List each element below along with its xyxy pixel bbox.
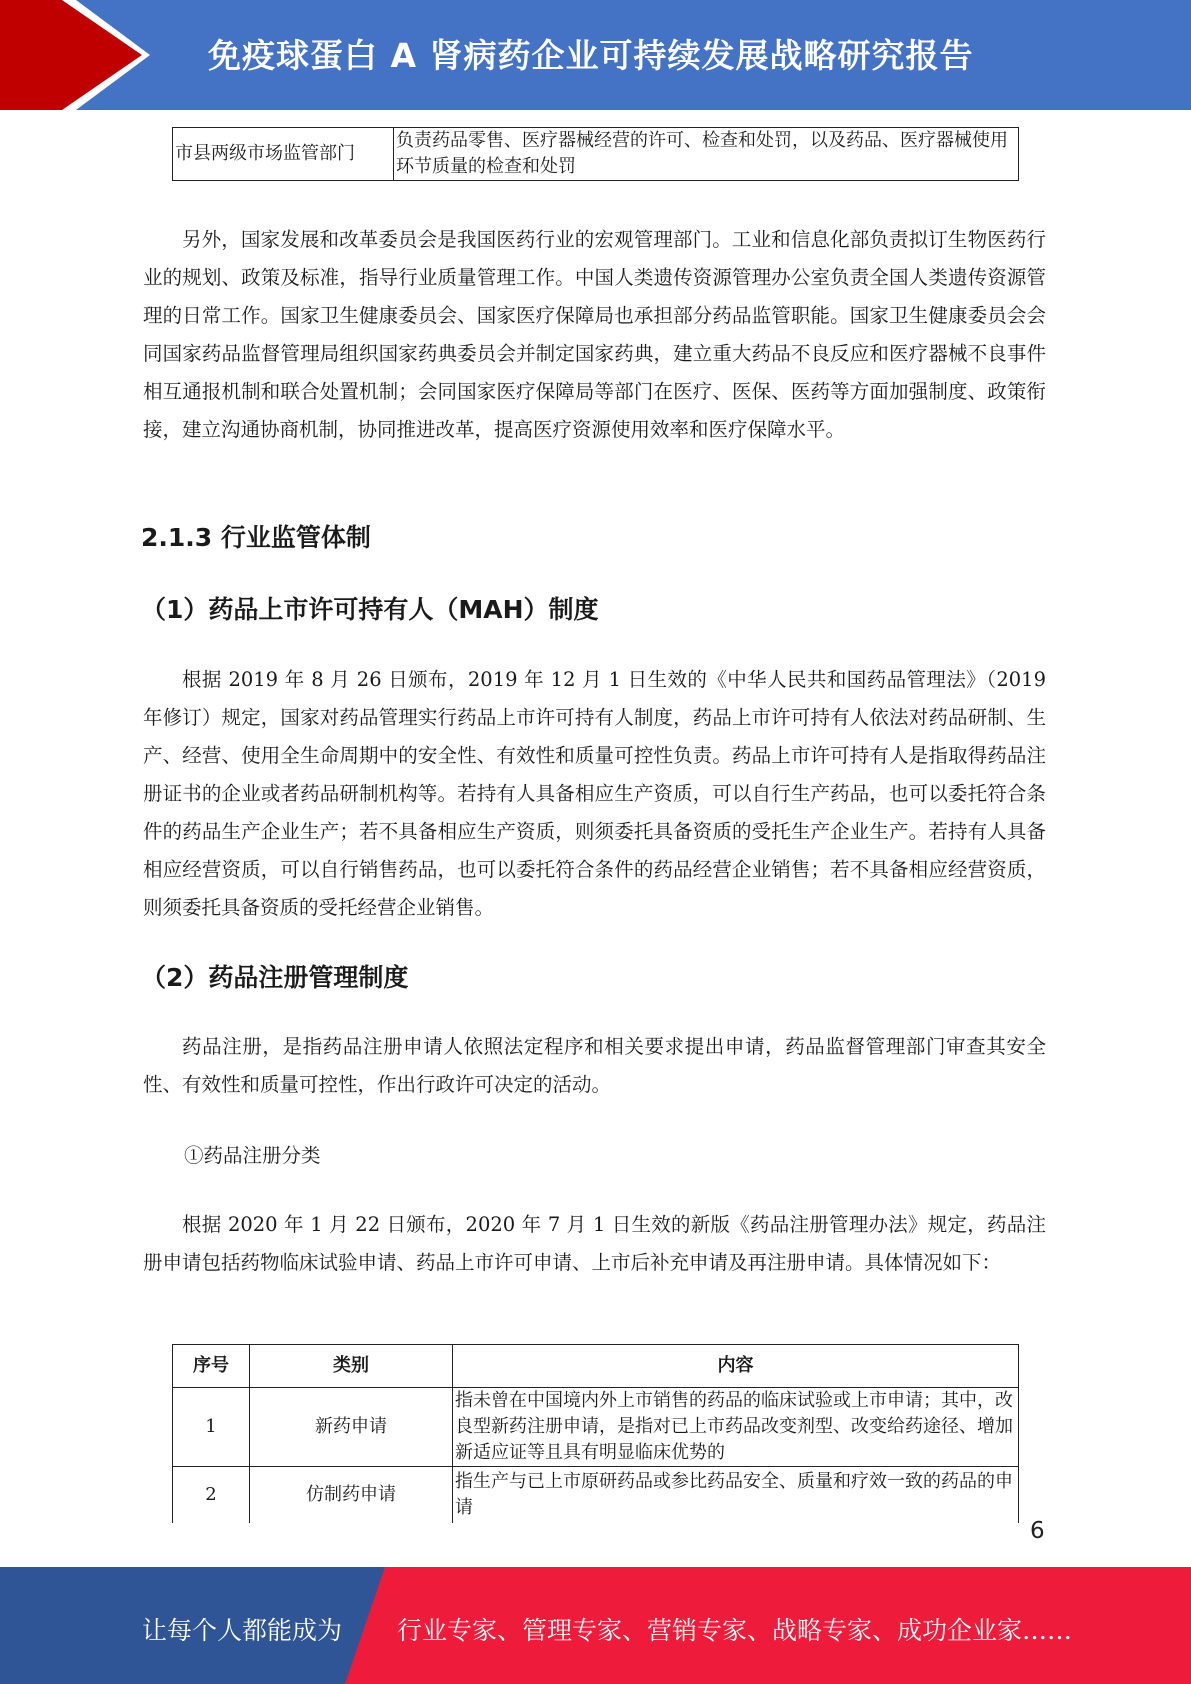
authority-cell: 市县两级市场监管部门 <box>173 128 394 181</box>
footer-slogan-left: 让每个人都能成为 <box>142 1616 343 1645</box>
header-no: 序号 <box>173 1345 250 1388</box>
page-header <box>0 0 1191 110</box>
subsection-heading-registration: （2）药品注册管理制度 <box>141 963 409 992</box>
list-item-registration-category: ①药品注册分类 <box>184 1144 321 1167</box>
footer-slogan-right: 行业专家、管理专家、营销专家、战略专家、成功企业家…… <box>397 1616 1073 1645</box>
page-number: 6 <box>1030 1518 1045 1544</box>
subsection-heading-mah: （1）药品上市许可持有人（MAH）制度 <box>141 595 599 624</box>
table-row <box>173 128 1019 181</box>
table-header-row <box>173 1345 1019 1388</box>
table-row <box>173 1388 1019 1467</box>
header-arrow-shape <box>0 0 170 110</box>
paragraph-registration: 药品注册，是指药品注册申请人依照法定程序和相关要求提出申请，药品监督管理部门审查其安全性、有效性和质量可控性，作出行政许可决定的活动。 <box>143 1035 1046 1096</box>
duty-cell: 负责药品零售、医疗器械经营的许可、检查和处罚，以及药品、医疗器械使用环节质量的检查和处罚 <box>394 128 1019 181</box>
row-content: 指生产与已上市原研药品或参比药品安全、质量和疗效一致的药品的申请 <box>453 1467 1019 1524</box>
paragraph-mah: 根据 2019 年 8 月 26 日颁布，2019 年 12 月 1 日生效的《中华人民共和国药品管理法》（2019 年修订）规定，国家对药品管理实行药品上市许可持有人制度，药品上市许可持有人依法对药品研制、生产、经营、使用全生命周期中的安全性、有效性和质量可控性负责。药品上市许可持有人是指取得药品注册证书的企业或者药品研制机构等。若持有人具备相应生产资质，可以自行生产药品，也可以委托符合条件的药品生产企业生产；若不具备相应生产资质，则须委托具备资质的受托生产企业生产。若持有人具备相应经营资质，可以自行销售药品，也可以委托符合条件的药品经营企业销售；若不具备相应经营资质，则须委托具备资质的受托经营企业销售。 <box>143 668 1046 919</box>
row-content: 指未曾在中国境内外上市销售的药品的临床试验或上市申请；其中，改良型新药注册申请，是指对已上市药品改变剂型、改变给药途径、增加新适应证等且具有明显临床优势的 <box>453 1388 1019 1467</box>
row-category: 仿制药申请 <box>250 1467 453 1524</box>
row-category: 新药申请 <box>250 1388 453 1467</box>
header-category: 类别 <box>250 1345 453 1388</box>
table-row <box>173 1467 1019 1524</box>
report-title: 免疫球蛋白 A 肾病药企业可持续发展战略研究报告 <box>208 36 974 75</box>
page-footer <box>0 1567 1191 1684</box>
paragraph-registration-types: 根据 2020 年 1 月 22 日颁布，2020 年 7 月 1 日生效的新版《药品注册管理办法》规定，药品注册申请包括药物临床试验申请、药品上市许可申请、上市后补充申请及再注册申请。具体情况如下： <box>143 1213 1046 1274</box>
section-heading-2-1-3: 2.1.3 行业监管体制 <box>141 523 371 552</box>
header-content: 内容 <box>453 1345 1019 1388</box>
registration-category-table <box>172 1344 1019 1523</box>
row-no: 2 <box>173 1467 250 1524</box>
paragraph-overview: 另外，国家发展和改革委员会是我国医药行业的宏观管理部门。工业和信息化部负责拟订生物医药行业的规划、政策及标准，指导行业质量管理工作。中国人类遗传资源管理办公室负责全国人类遗传资源管理的日常工作。国家卫生健康委员会、国家医疗保障局也承担部分药品监管职能。国家卫生健康委员会会同国家药品监督管理局组织国家药典委员会并制定国家药典，建立重大药品不良反应和医疗器械不良事件相互通报机制和联合处置机制；会同国家医疗保障局等部门在医疗、医保、医药等方面加强制度、政策衔接，建立沟通协商机制，协同推进改革，提高医疗资源使用效率和医疗保障水平。 <box>143 228 1046 441</box>
row-no: 1 <box>173 1388 250 1467</box>
regulator-duty-table <box>172 127 1019 181</box>
